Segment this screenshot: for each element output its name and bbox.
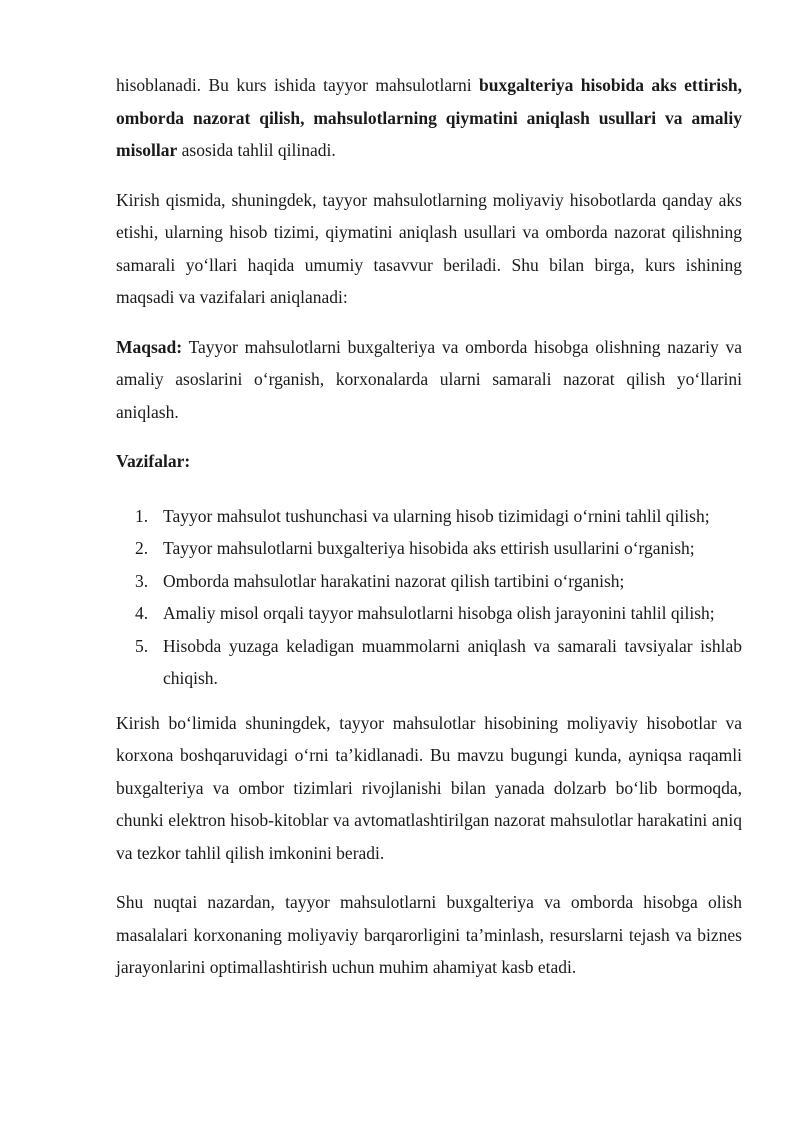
tasks-heading: Vazifalar: [116,451,191,471]
paragraph-kirish: Kirish qismida, shuningdek, tayyor mahsulotlarning moliyaviy hisobotlarda qanday aks etishi, ularning hisob tizimi, qiymatini aniqlash usullari va omborda nazorat qilishning samarali yo‘llari haqida umumiy tasavvur beriladi. Shu bilan birga, kurs ishining maqsadi va vazifalari aniqlanadi: [116,189,742,307]
list-item [116,500,742,533]
list-item-text: Amaliy misol orqali tayyor mahsulotlarni hisobga olish jarayonini tahlil qilish; [163,603,715,623]
intro-text-end: asosida tahlil qilinadi. [177,140,336,160]
maqsad-label: Maqsad: [116,336,183,357]
list-item-number: 4. [135,603,149,623]
intro-text-start: hisoblanadi. Bu kurs ishida tayyor mahsulotlarni [116,75,480,95]
list-item-number: 2. [135,538,149,558]
list-item [116,565,742,598]
tasks-list [116,500,742,695]
paragraph-maqsad [116,331,742,429]
list-item-number: 5. [135,635,149,656]
list-item [116,532,742,565]
list-item [116,597,742,630]
list-item-text: Hisobda yuzaga keladigan muammolarni aniqlash va samarali tavsiyalar ishlab chiqish. [163,635,742,688]
list-item-number: 3. [135,570,149,591]
paragraph-conclusion: Shu nuqtai nazardan, tayyor mahsulotlarni buxgalteriya va omborda hisobga olish masalalari korxonaning moliyaviy barqarorligini ta’minlash, resurslarni tejash va biznes jarayonlarini optimallashtirish uchun muhim ahamiyat kasb etadi. [116,892,742,977]
list-item-text: Omborda mahsulotlar harakatini nazorat qilish tartibini o‘rganish; [163,570,625,591]
list-item [116,630,742,695]
paragraph-kirish-bolimi: Kirish bo‘limida shuningdek, tayyor mahsulotlar hisobining moliyaviy hisobotlar va korxona boshqaruvidagi o‘rni ta’kidlanadi. Bu mavzu bugungi kunda, ayniqsa raqamli buxgalteriya va ombor tizimlari rivojlanishi bilan yanada dolzarb bo‘lib bormoqda, chunki elektron hisob-kitoblar va avtomatlashtirilgan nazorat mahsulotlar harakatini aniq va tezkor tahlil qilish imkonini beradi. [116,712,742,863]
paragraph-intro [116,69,742,167]
list-item-text: Tayyor mahsulotlarni buxgalteriya hisobida aks ettirish usullarini o‘rganish; [163,538,695,558]
intro-bold-phrase: buxgalteriya hisobida aks ettirish, omborda nazorat qilish, mahsulotlarning qiymatini aniqlash usullari va amaliy misollar [116,75,742,160]
maqsad-text: Tayyor mahsulotlarni buxgalteriya va omborda hisobga olishning nazariy va amaliy asoslarini o‘rganish, korxonalarda ularni samarali nazorat qilish yo‘llarini aniqlash. [116,336,742,422]
list-item-text: Tayyor mahsulot tushunchasi va ularning hisob tizimidagi o‘rnini tahlil qilish; [163,505,710,526]
list-item-number: 1. [135,505,149,526]
